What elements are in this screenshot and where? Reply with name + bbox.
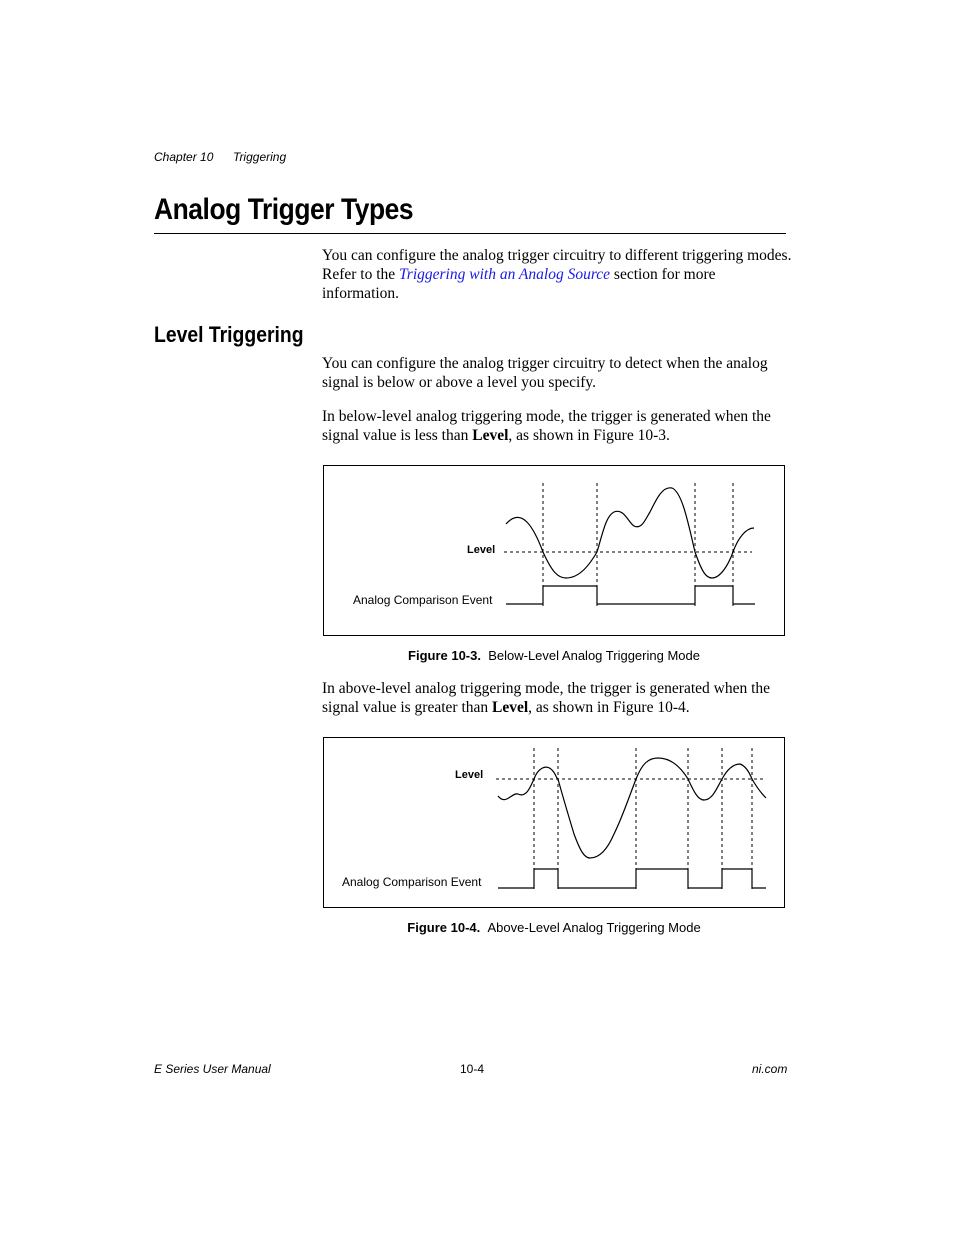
- footer-site[interactable]: ni.com: [752, 1062, 788, 1076]
- comparison-event-waveform: [498, 869, 766, 888]
- event-label: Analog Comparison Event: [342, 875, 482, 889]
- caption-number: Figure 10-3.: [408, 648, 481, 663]
- footer-page-number: 10-4: [460, 1062, 485, 1076]
- para2-level-term: Level: [472, 427, 509, 444]
- figure-10-4-caption: [322, 920, 786, 935]
- analog-signal-waveform: [498, 758, 766, 858]
- figure-above-level: [323, 737, 785, 908]
- caption-number: Figure 10-4.: [407, 920, 481, 935]
- comparison-event-waveform: [506, 586, 755, 604]
- level-paragraph-2: [322, 407, 792, 445]
- header-section: Triggering: [233, 150, 287, 164]
- para3-text-after: , as shown in Figure 10-4.: [528, 699, 690, 716]
- title-rule: [154, 233, 786, 234]
- intro-text-after: section for more information.: [322, 266, 716, 302]
- caption-text: Above-Level Analog Triggering Mode: [487, 920, 701, 935]
- level-label: Level: [455, 769, 484, 781]
- para3-level-term: Level: [492, 699, 529, 716]
- para3-text-before: In above-level analog triggering mode, the trigger is generated when the signal value is greater than: [322, 680, 771, 716]
- level-triggering-heading: Level Triggering: [154, 322, 304, 347]
- analog-source-link[interactable]: Triggering with an Analog Source: [399, 266, 611, 283]
- para2-text-before: In below-level analog triggering mode, the trigger is generated when the signal value is less than: [322, 408, 771, 444]
- intro-paragraph: [322, 246, 792, 303]
- footer-manual-title: E Series User Manual: [154, 1062, 271, 1076]
- caption-text: Below-Level Analog Triggering Mode: [488, 648, 700, 663]
- level-paragraph-1: You can configure the analog trigger circuitry to detect when the analog signal is below or above a level you specify.: [322, 355, 768, 391]
- header-chapter: Chapter 10: [154, 150, 214, 164]
- figure-below-level: [323, 465, 785, 636]
- figure-10-3-caption: [322, 648, 786, 663]
- event-label: Analog Comparison Event: [353, 593, 493, 607]
- page-title: Analog Trigger Types: [154, 193, 414, 226]
- intro-text-before: You can configure the analog trigger circuitry to different triggering modes. Refer to the: [322, 247, 792, 283]
- level-label: Level: [467, 544, 496, 556]
- level-paragraph-3: [322, 679, 792, 717]
- below-level-diagram: [324, 466, 786, 637]
- running-header: [154, 150, 286, 164]
- para2-text-after: , as shown in Figure 10-3.: [508, 427, 670, 444]
